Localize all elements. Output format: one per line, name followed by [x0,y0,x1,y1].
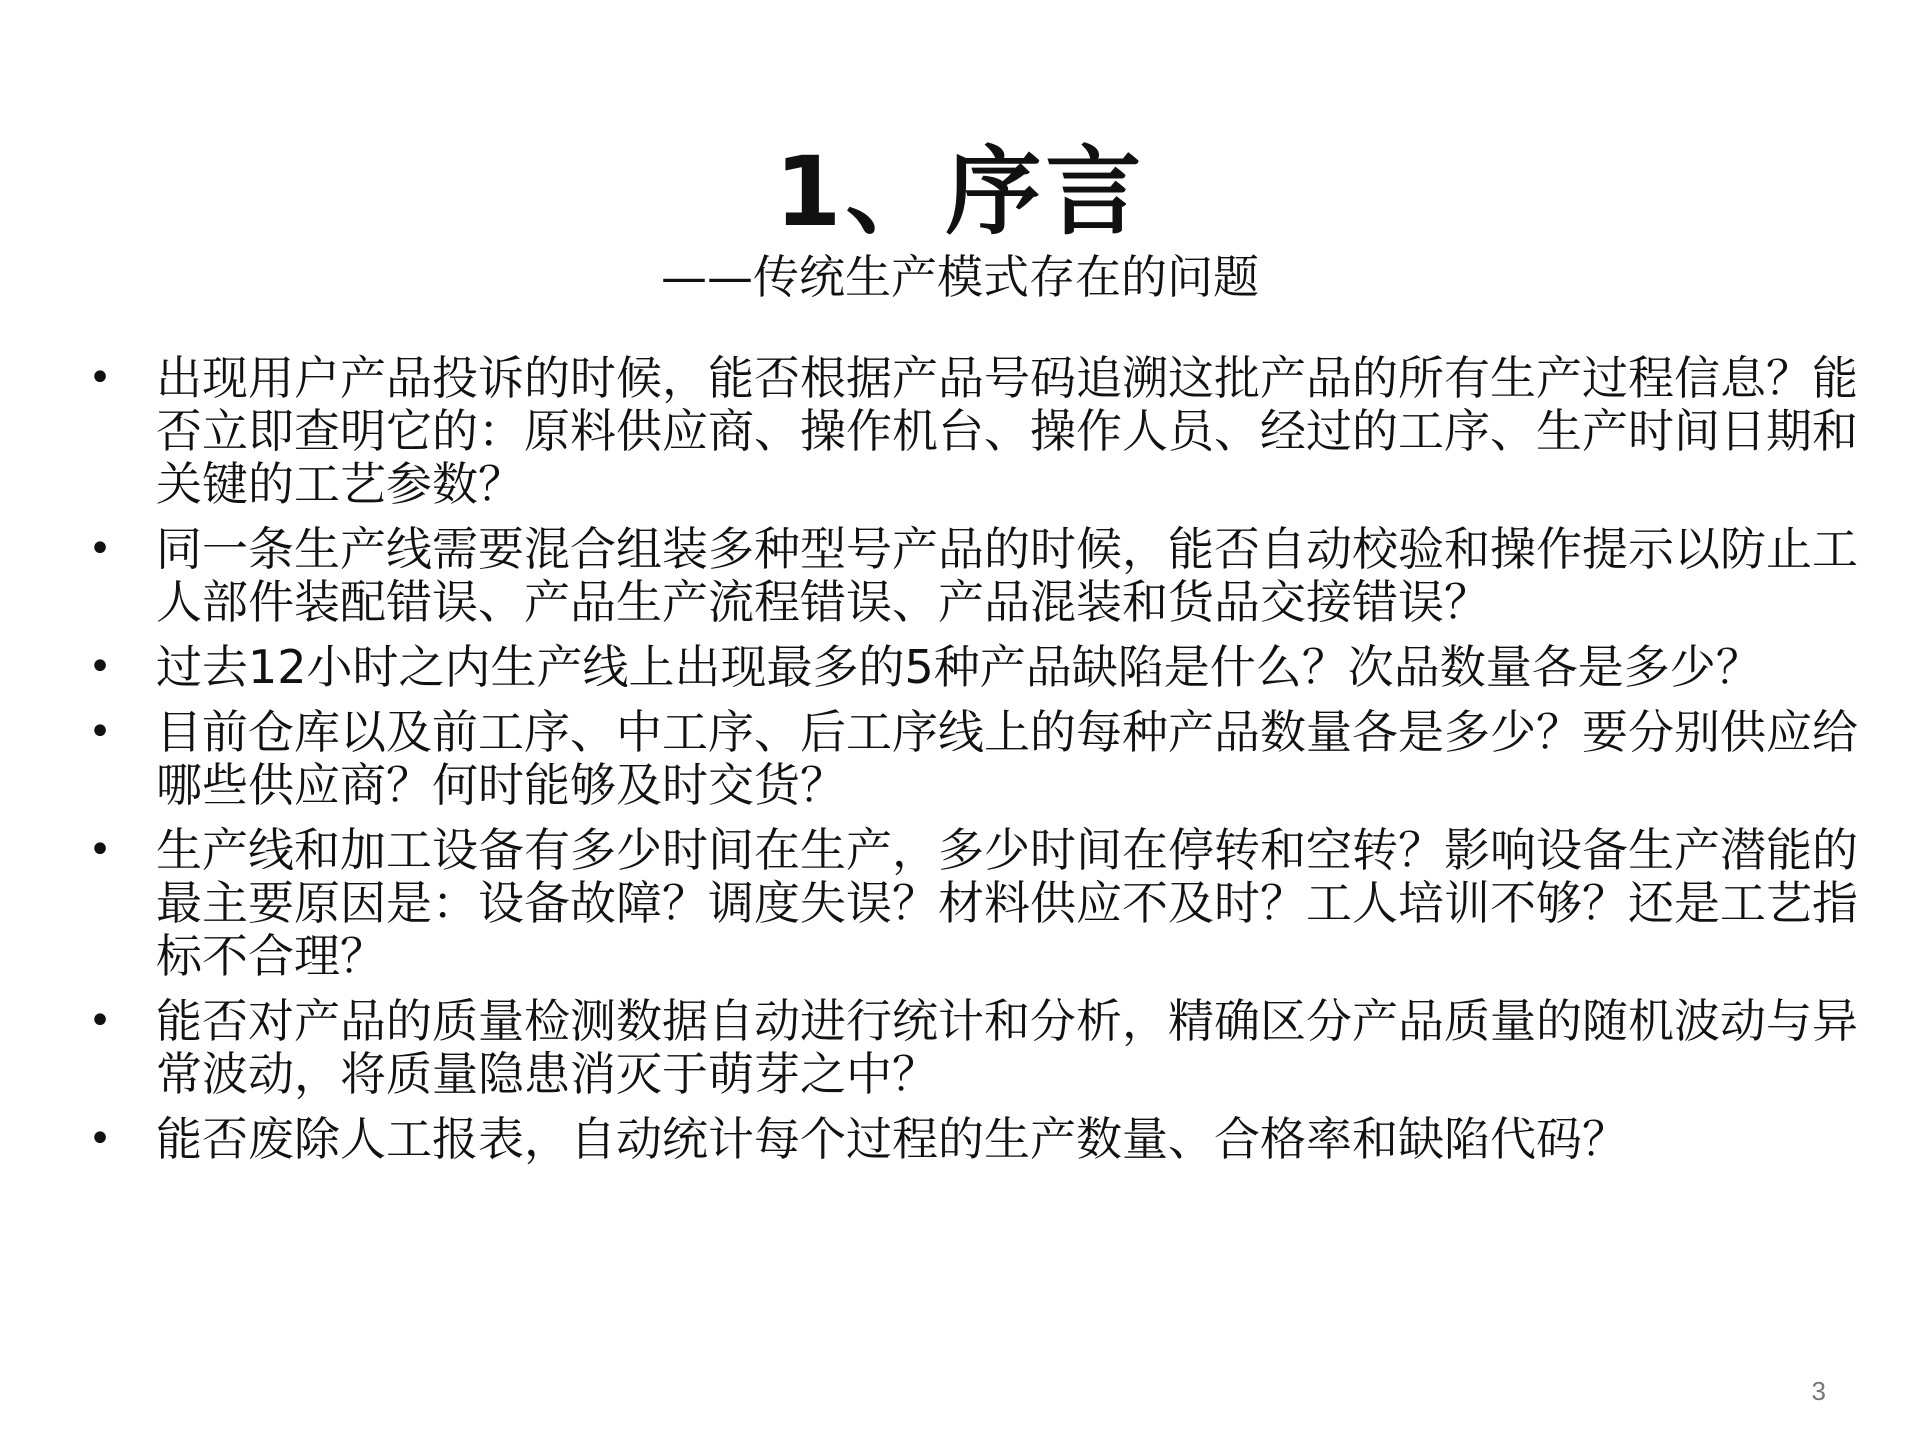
bullet-icon: • [88,709,112,755]
bullet-item [80,1113,1860,1166]
bullet-text: 过去12小时之内生产线上出现最多的5种产品缺陷是什么？次品数量各是多少？ [156,640,1762,694]
bullet-item [80,706,1860,812]
bullet-item [80,824,1860,983]
bullet-text: 能否废除人工报表，自动统计每个过程的生产数量、合格率和缺陷代码？ [156,1112,1628,1166]
bullet-item [80,352,1860,511]
bullet-text: 生产线和加工设备有多少时间在生产，多少时间在停转和空转？影响设备生产潜能的最主要原因是：设备故障？调度失误？材料供应不及时？工人培训不够？还是工艺指标不合理？ [156,823,1858,983]
bullet-item [80,523,1860,629]
bullet-text: 同一条生产线需要混合组装多种型号产品的时候，能否自动校验和操作提示以防止工人部件装配错误、产品生产流程错误、产品混装和货品交接错误？ [156,522,1858,629]
bullet-icon: • [88,355,112,401]
bullet-icon: • [88,998,112,1044]
bullet-text: 目前仓库以及前工序、中工序、后工序线上的每种产品数量各是多少？要分别供应给哪些供应商？何时能够及时交货？ [156,705,1858,812]
bullet-text: 出现用户产品投诉的时候，能否根据产品号码追溯这批产品的所有生产过程信息？能否立即查明它的：原料供应商、操作机台、操作人员、经过的工序、生产时间日期和关键的工艺参数？ [156,351,1858,511]
slide-subtitle: ——传统生产模式存在的问题 [661,250,1259,304]
bullet-item [80,995,1860,1101]
page-number: 3 [1811,1376,1826,1406]
bullet-icon: • [88,644,112,690]
slide-title: 1、序言 [774,136,1146,248]
bullet-item [80,641,1860,694]
bullet-icon: • [88,827,112,873]
bullet-icon: • [88,1116,112,1162]
bullet-icon: • [88,526,112,572]
bullet-text: 能否对产品的质量检测数据自动进行统计和分析，精确区分产品质量的随机波动与异常波动，将质量隐患消灭于萌芽之中？ [156,994,1858,1101]
bullet-list [80,352,1860,1178]
